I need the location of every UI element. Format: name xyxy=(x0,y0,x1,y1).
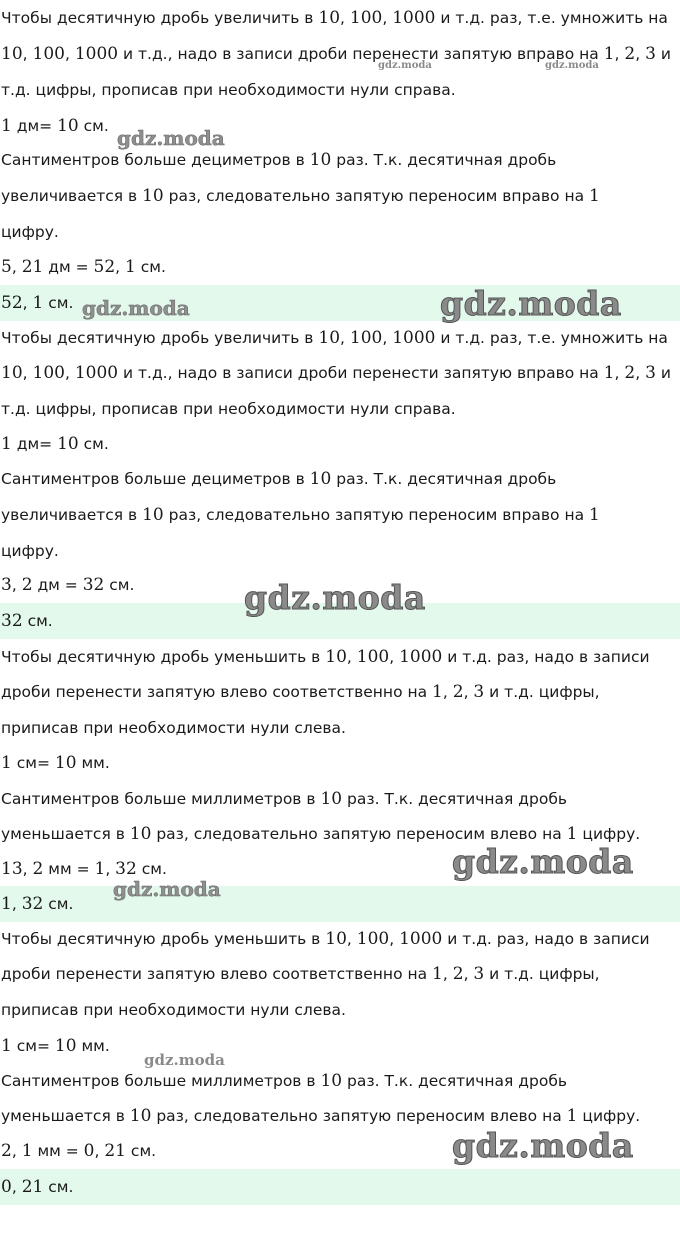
explanation-line: увеличивается в 10 раз, следовательно запятую переносим вправо на 1 xyxy=(1,186,600,206)
equality-line: 1 см= 10 мм. xyxy=(1,1036,110,1056)
explanation-line: Сантиментров больше дециметров в 10 раз. Т.к. десятичная дробь xyxy=(1,150,557,170)
watermark: gdz.moda xyxy=(378,60,432,71)
watermark: gdz.moda xyxy=(82,296,190,320)
rule-line: дроби перенести запятую влево соответственно на 1, 2, 3 и т.д. цифры, xyxy=(1,682,600,702)
rule-line: т.д. цифры, прописав при необходимости нули справа. xyxy=(1,400,456,418)
rule-line: приписав при необходимости нули слева. xyxy=(1,719,346,737)
explanation-line: Сантиментров больше миллиметров в 10 раз. Т.к. десятичная дробь xyxy=(1,1071,568,1091)
watermark: gdz.moda xyxy=(144,1051,225,1069)
watermark: gdz.moda xyxy=(113,877,221,901)
watermark: gdz.moda xyxy=(452,842,634,881)
answer-box xyxy=(0,886,680,922)
equality-line: 1 дм= 10 см. xyxy=(1,434,109,454)
explanation-line: Сантиментров больше дециметров в 10 раз. Т.к. десятичная дробь xyxy=(1,469,557,489)
conversion-line: 3, 2 дм = 32 см. xyxy=(1,575,135,595)
explanation-line: увеличивается в 10 раз, следовательно запятую переносим вправо на 1 xyxy=(1,505,600,525)
equality-line: 1 дм= 10 см. xyxy=(1,116,109,136)
watermark: gdz.moda xyxy=(440,284,622,323)
rule-line: дроби перенести запятую влево соответственно на 1, 2, 3 и т.д. цифры, xyxy=(1,964,600,984)
rule-line: Чтобы десятичную дробь уменьшить в 10, 100, 1000 и т.д. раз, надо в записи xyxy=(1,929,650,949)
conversion-line: 13, 2 мм = 1, 32 см. xyxy=(1,859,167,879)
explanation-line: уменьшается в 10 раз, следовательно запятую переносим влево на 1 цифру. xyxy=(1,1106,641,1126)
conversion-line: 2, 1 мм = 0, 21 см. xyxy=(1,1141,157,1161)
watermark: gdz.moda xyxy=(244,578,426,617)
rule-line: Чтобы десятичную дробь увеличить в 10, 100, 1000 и т.д. раз, т.е. умножить на xyxy=(1,328,668,348)
explanation-line: уменьшается в 10 раз, следовательно запятую переносим влево на 1 цифру. xyxy=(1,824,641,844)
equality-line: 1 см= 10 мм. xyxy=(1,753,110,773)
answer-text: 52, 1 см. xyxy=(1,293,74,313)
rule-line: 10, 100, 1000 и т.д., надо в записи дроби перенести запятую вправо на 1, 2, 3 и xyxy=(1,44,671,64)
answer-box xyxy=(0,603,680,639)
rule-line: 10, 100, 1000 и т.д., надо в записи дроби перенести запятую вправо на 1, 2, 3 и xyxy=(1,363,671,383)
answer-box xyxy=(0,285,680,321)
rule-line: приписав при необходимости нули слева. xyxy=(1,1001,346,1019)
explanation-line: цифру. xyxy=(1,542,59,560)
watermark: gdz.moda xyxy=(545,60,599,71)
explanation-line: цифру. xyxy=(1,223,59,241)
explanation-line: Сантиментров больше миллиметров в 10 раз. Т.к. десятичная дробь xyxy=(1,789,568,809)
rule-line: Чтобы десятичную дробь уменьшить в 10, 100, 1000 и т.д. раз, надо в записи xyxy=(1,647,650,667)
answer-text: 0, 21 см. xyxy=(1,1177,74,1197)
rule-line: т.д. цифры, прописав при необходимости нули справа. xyxy=(1,81,456,99)
conversion-line: 5, 21 дм = 52, 1 см. xyxy=(1,257,166,277)
answer-text: 32 см. xyxy=(1,611,53,631)
watermark: gdz.moda xyxy=(117,126,225,150)
rule-line: Чтобы десятичную дробь увеличить в 10, 100, 1000 и т.д. раз, т.е. умножить на xyxy=(1,8,668,28)
answer-text: 1, 32 см. xyxy=(1,894,74,914)
answer-box xyxy=(0,1169,680,1205)
watermark: gdz.moda xyxy=(452,1126,634,1165)
